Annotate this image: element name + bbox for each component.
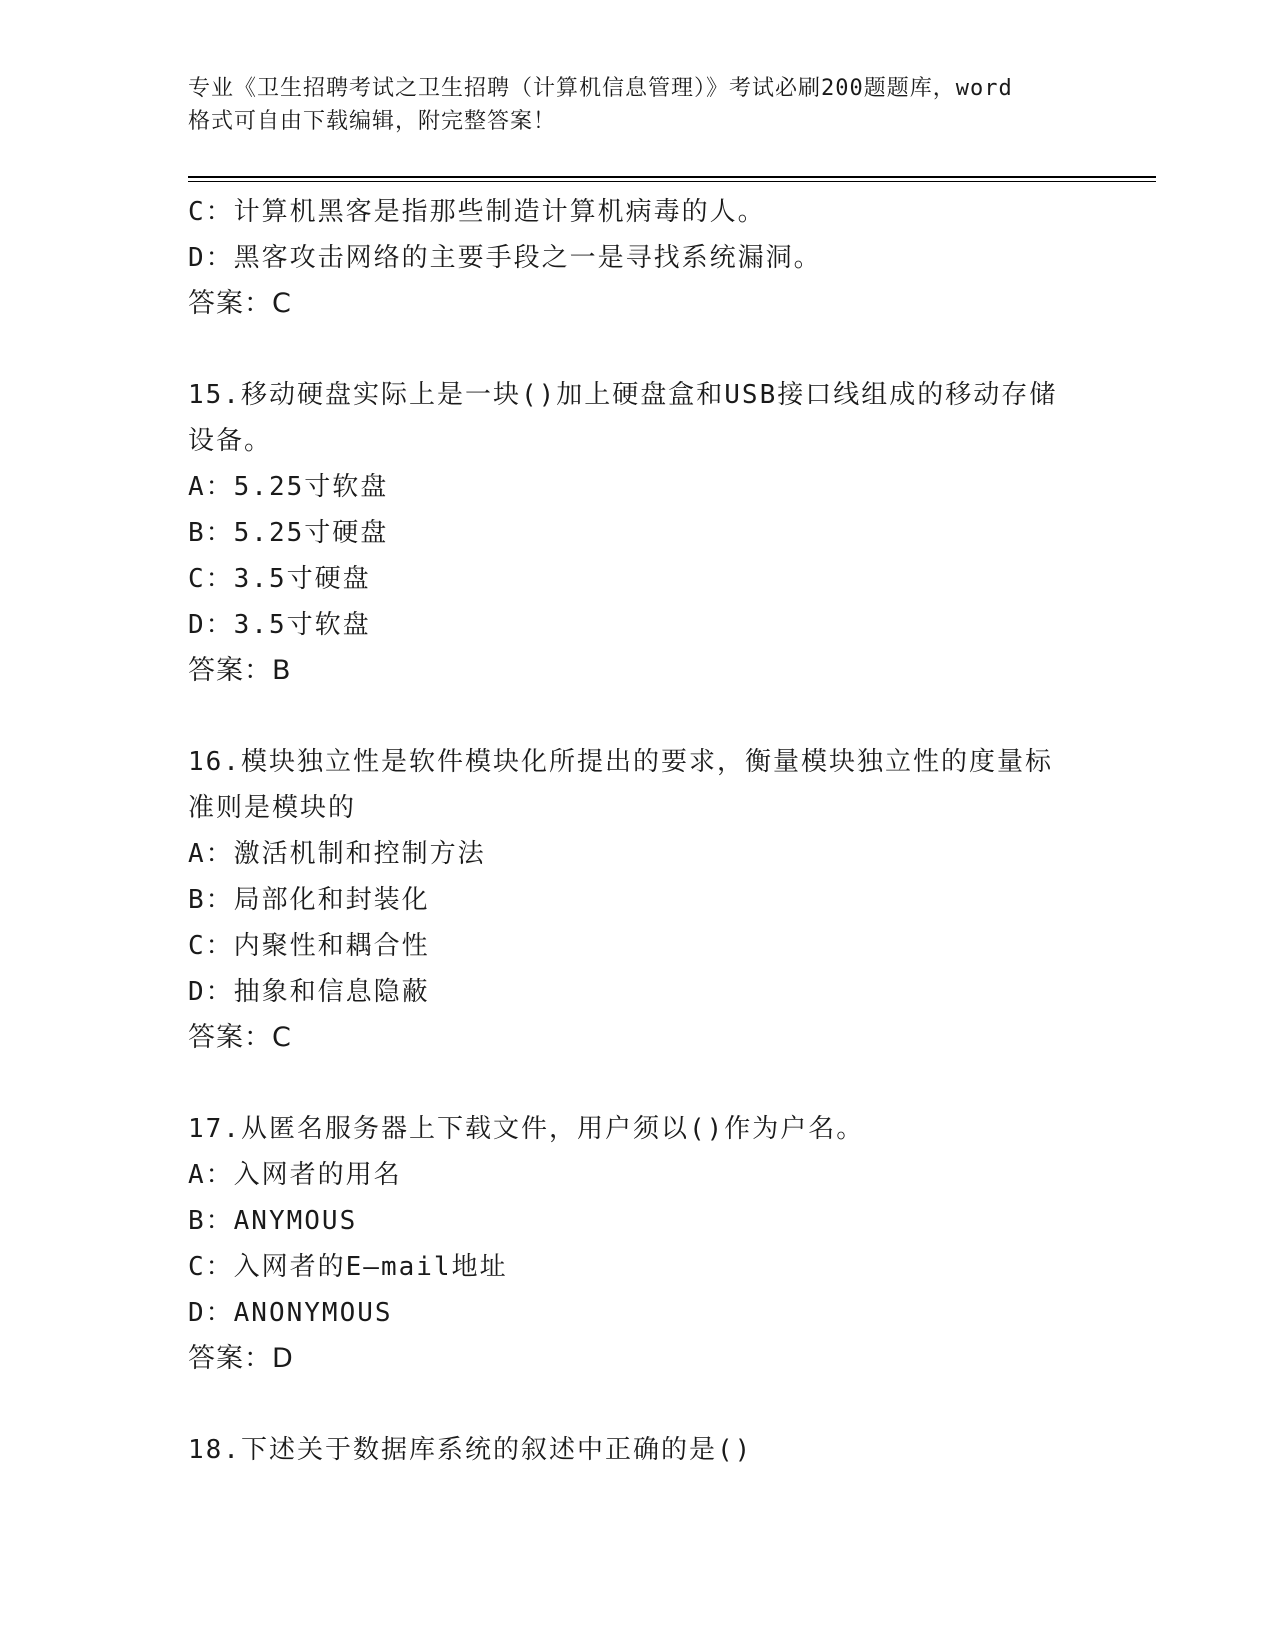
question-18 bbox=[188, 1427, 1088, 1473]
question-stem-line: 设备。 bbox=[188, 426, 273, 456]
question-stem-line: 准则是模块的 bbox=[188, 793, 357, 823]
question-15 bbox=[188, 372, 1088, 694]
answer-line: 答案：C bbox=[188, 288, 292, 319]
question-list bbox=[188, 189, 1088, 1473]
header-divider bbox=[188, 176, 1156, 182]
option-b: B：5.25寸硬盘 bbox=[188, 518, 389, 548]
option-d: D：ANONYMOUS bbox=[188, 1298, 393, 1328]
option-a: A：激活机制和控制方法 bbox=[188, 839, 486, 869]
document-header bbox=[188, 72, 1088, 138]
option-a: A：入网者的用名 bbox=[188, 1160, 402, 1190]
header-line-2: 格式可自由下载编辑，附完整答案！ bbox=[188, 109, 557, 134]
answer-line: 答案：D bbox=[188, 1343, 294, 1374]
option-c: C：内聚性和耦合性 bbox=[188, 931, 430, 961]
question-17 bbox=[188, 1106, 1088, 1382]
question-stem-line: 18.下述关于数据库系统的叙述中正确的是() bbox=[188, 1435, 753, 1465]
option-a: A：5.25寸软盘 bbox=[188, 472, 389, 502]
question-stem-line: 16.模块独立性是软件模块化所提出的要求，衡量模块独立性的度量标 bbox=[188, 747, 1053, 777]
option-b: B：ANYMOUS bbox=[188, 1206, 358, 1236]
option-b: B：局部化和封装化 bbox=[188, 885, 430, 915]
option-c: C：计算机黑客是指那些制造计算机病毒的人。 bbox=[188, 197, 766, 227]
answer-line: 答案：B bbox=[188, 655, 292, 686]
header-line-1: 专业《卫生招聘考试之卫生招聘（计算机信息管理）》考试必刷200题题库，word bbox=[188, 76, 1013, 101]
question-16 bbox=[188, 739, 1088, 1061]
question-stem-line: 15.移动硬盘实际上是一块()加上硬盘盒和USB接口线组成的移动存储 bbox=[188, 380, 1058, 410]
answer-line: 答案：C bbox=[188, 1022, 292, 1053]
question-stem-line: 17.从匿名服务器上下载文件，用户须以()作为户名。 bbox=[188, 1114, 865, 1144]
option-d: D：3.5寸软盘 bbox=[188, 610, 371, 640]
option-c: C：3.5寸硬盘 bbox=[188, 564, 371, 594]
question-14-continued bbox=[188, 189, 1088, 327]
option-d: D：抽象和信息隐蔽 bbox=[188, 977, 430, 1007]
option-d: D：黑客攻击网络的主要手段之一是寻找系统漏洞。 bbox=[188, 243, 822, 273]
option-c: C：入网者的E—mail地址 bbox=[188, 1252, 508, 1282]
